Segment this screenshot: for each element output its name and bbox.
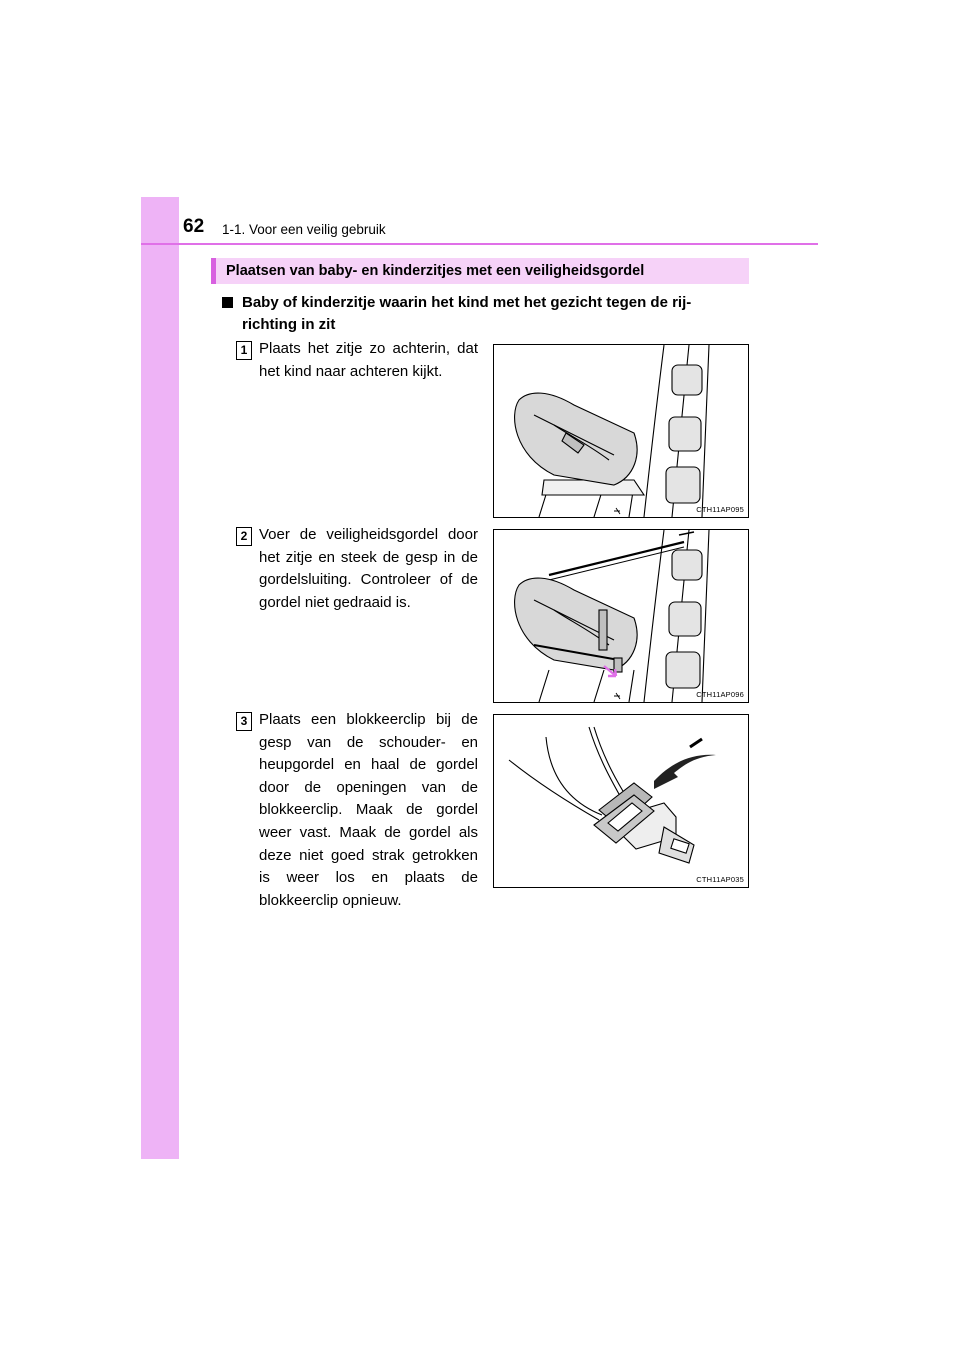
belt-through-seat-illustration [494,530,748,702]
subheading-line-1: Baby of kinderzitje waarin het kind met het gezicht tegen de rij- [242,294,692,311]
header-rule [141,243,818,245]
step-text-2: Voer de veiligheidsgordel door het zitje en steek de gesp in de gordelsluiting. Controleer of de gordel niet gedraaid is. [259,526,478,611]
step-text-1: Plaats het zitje zo achterin, dat het kind naar achteren kijkt. [259,340,478,380]
step-text-3: Plaats een blokkeerclip bij de gesp van de schouder- en heupgordel en haal de gordel door de openingen van de blokkeerclip. Maak de gordel weer vast. Maak de gordel als deze niet goed strak getrokken is weer los en plaats de blokkeerclip opnieuw. [259,711,478,909]
figure-2 [493,529,749,703]
section-title: Plaatsen van baby- en kinderzitjes met een veiligheidsgordel [211,258,749,284]
figure-code-3: CTH11AP035 [696,875,744,884]
figure-code-2: CTH11AP096 [696,690,744,699]
step-number-3: 3 [236,712,252,731]
locking-clip-illustration [494,715,748,887]
figure-1 [493,344,749,518]
child-seat-placed-illustration [494,345,748,517]
figure-3 [493,714,749,888]
chapter-title: 1-1. Voor een veilig gebruik [222,222,386,237]
figure-code-1: CTH11AP095 [696,505,744,514]
subheading-line-2: richting in zit [242,316,336,333]
square-bullet-icon [222,297,233,308]
chapter-side-band [141,197,179,1159]
page-number: 62 [183,216,205,237]
step-number-1: 1 [236,341,252,360]
step-number-2: 2 [236,527,252,546]
